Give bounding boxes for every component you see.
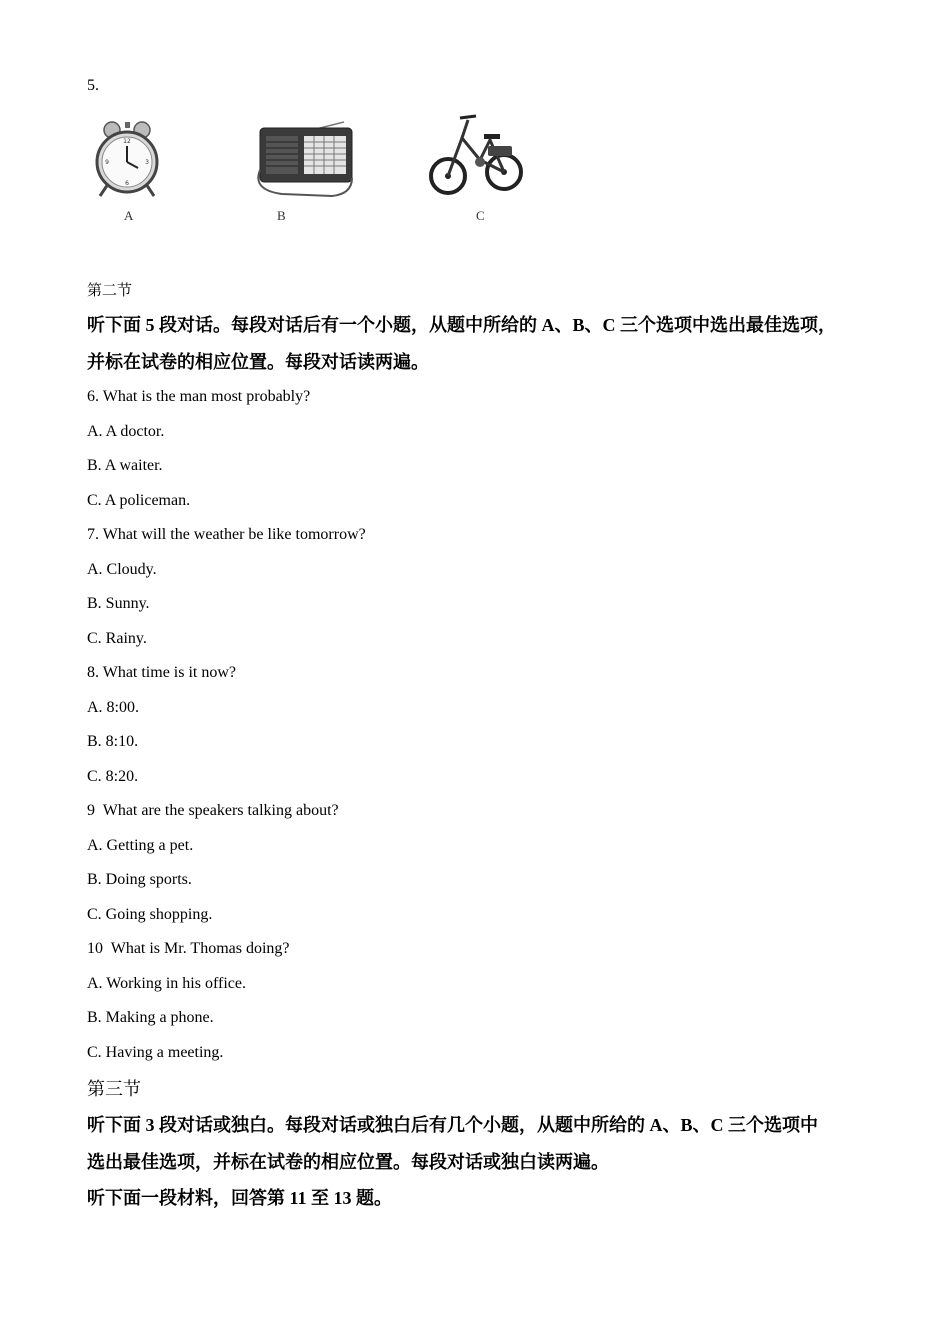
question-stem: 6. What is the man most probably? [87, 388, 311, 405]
option-b: B. Making a phone. [87, 1009, 214, 1026]
question-stem: 9 What are the speakers talking about? [87, 802, 339, 819]
svg-text:3: 3 [145, 159, 149, 166]
bicycle-icon [428, 110, 524, 198]
svg-text:6: 6 [125, 180, 129, 187]
section-2-instruction-line-2: 并标在试卷的相应位置。每段对话读两遍。 [87, 352, 429, 372]
picture-label-c: C [476, 208, 485, 223]
option-a: A. Getting a pet. [87, 837, 194, 854]
option-b: B. 8:10. [87, 733, 139, 750]
option-c: C. 8:20. [87, 768, 139, 785]
section-2-instruction-line-1: 听下面 5 段对话。每段对话后有一个小题，从题中所给的 A、B、C 三个选项中选出最佳选项， [87, 315, 836, 335]
svg-text:9: 9 [105, 159, 109, 166]
option-c: C. Rainy. [87, 630, 147, 647]
question-5-number: 5. [87, 77, 99, 94]
section-2-heading: 第二节 [87, 283, 133, 299]
alarm-clock-icon [92, 118, 164, 200]
option-b: B. Doing sports. [87, 871, 192, 888]
picture-label-a: A [124, 208, 134, 223]
svg-text:12: 12 [123, 138, 131, 145]
question-stem: 10 What is Mr. Thomas doing? [87, 940, 290, 957]
option-b: B. Sunny. [87, 595, 150, 612]
option-a: A. 8:00. [87, 699, 139, 716]
option-a: A. Working in his office. [87, 975, 246, 992]
section-3-sub-instruction: 听下面一段材料，回答第 11 至 13 题。 [87, 1188, 393, 1208]
question-stem: 8. What time is it now? [87, 664, 237, 681]
radio-icon [252, 120, 358, 202]
section-3-instruction-line-1: 听下面 3 段对话或独白。每段对话或独白后有几个小题，从题中所给的 A、B、C 三个选项中 [87, 1115, 818, 1135]
question-stem: 7. What will the weather be like tomorrow? [87, 526, 366, 543]
picture-label-b: B [277, 208, 286, 223]
option-c: C. Going shopping. [87, 906, 213, 923]
option-a: A. A doctor. [87, 423, 165, 440]
section-3-instruction-line-2: 选出最佳选项，并标在试卷的相应位置。每段对话或独白读两遍。 [87, 1152, 609, 1172]
option-b: B. A waiter. [87, 457, 163, 474]
option-c: C. Having a meeting. [87, 1044, 224, 1061]
option-c: C. A policeman. [87, 492, 191, 509]
option-a: A. Cloudy. [87, 561, 157, 578]
section-3-heading: 第三节 [87, 1079, 141, 1099]
